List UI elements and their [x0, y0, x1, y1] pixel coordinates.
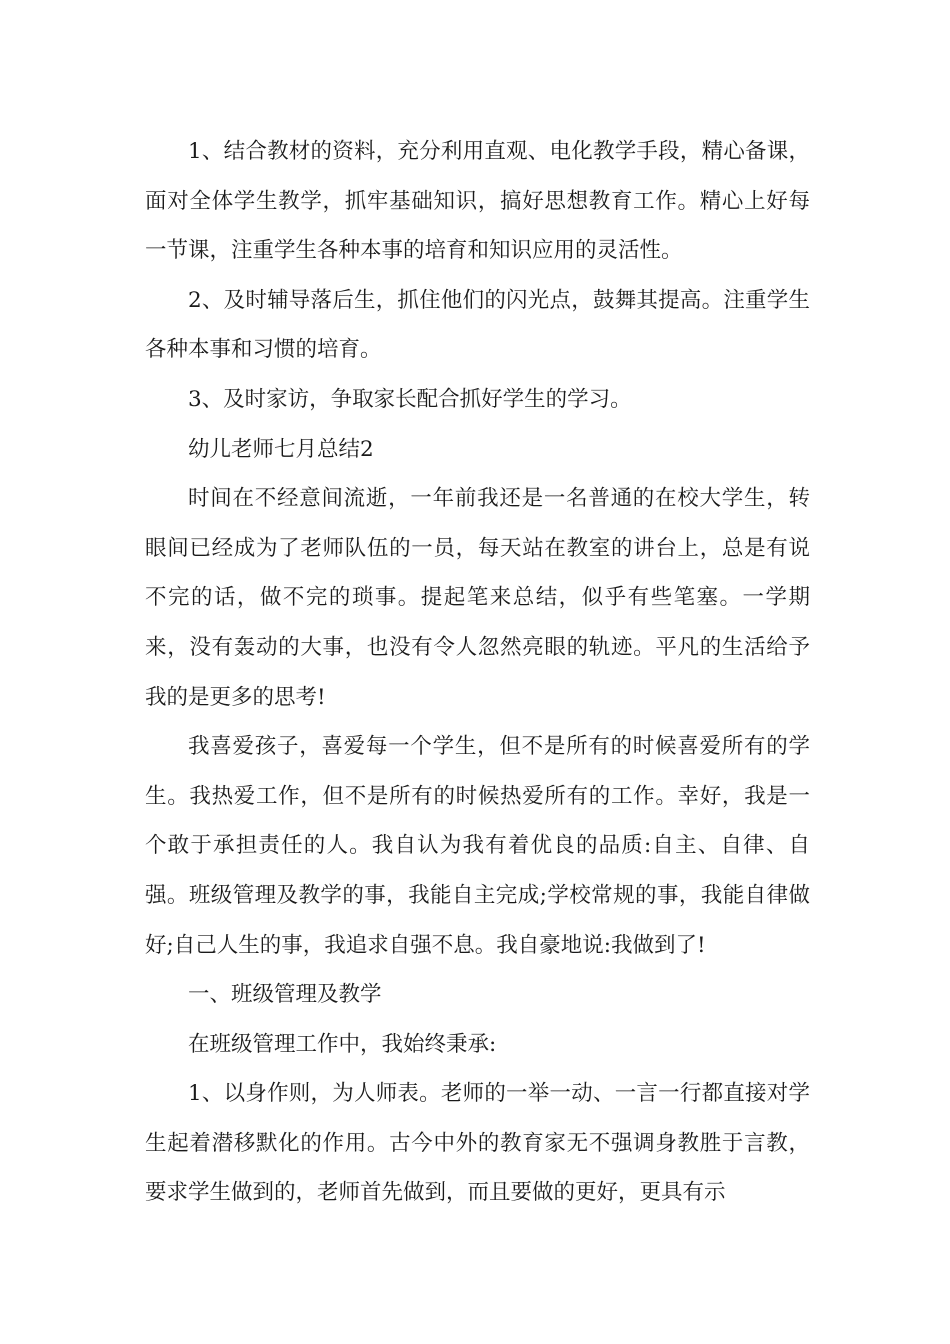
paragraph-principle-1: 1、以身作则，为人师表。老师的一举一动、一言一行都直接对学生起着潜移默化的作用。古今中外的教育家无不强调身教胜于言教，要求学生做到的，老师首先做到，而且要做的更好，更具有示	[145, 1081, 810, 1206]
paragraph-list-item-2: 2、及时辅导落后生，抓住他们的闪光点，鼓舞其提高。注重学生各种本事和习惯的培育。	[145, 287, 810, 363]
subsection-heading: 一、班级管理及教学	[188, 982, 382, 1008]
section-title: 幼儿老师七月总结2	[188, 436, 374, 462]
document-body	[145, 127, 810, 1218]
paragraph-list-item-1: 1、结合教材的资料，充分利用直观、电化教学手段，精心备课，面对全体学生教学，抓牢基础知识，搞好思想教育工作。精心上好每一节课，注重学生各种本事的培育和知识应用的灵活性。	[145, 139, 810, 264]
paragraph-lead-in: 在班级管理工作中，我始终秉承:	[188, 1031, 497, 1057]
paragraph-reflection: 我喜爱孩子，喜爱每一个学生，但不是所有的时候喜爱所有的学生。我热爱工作，但不是所有的时候热爱所有的工作。幸好，我是一个敢于承担责任的人。我自认为我有着优良的品质:自主、自律、自强。班级管理及教学的事，我能自主完成;学校常规的事，我能自律做好;自己人生的事，我追求自强不息。我自豪地说:我做到了!	[145, 734, 810, 958]
paragraph-list-item-3: 3、及时家访，争取家长配合抓好学生的学习。	[188, 386, 632, 412]
paragraph-intro: 时间在不经意间流逝，一年前我还是一名普通的在校大学生，转眼间已经成为了老师队伍的一员，每天站在教室的讲台上，总是有说不完的话，做不完的琐事。提起笔来总结，似乎有些笔塞。一学期来，没有轰动的大事，也没有令人忽然亮眼的轨迹。平凡的生活给予我的是更多的思考!	[145, 486, 810, 710]
